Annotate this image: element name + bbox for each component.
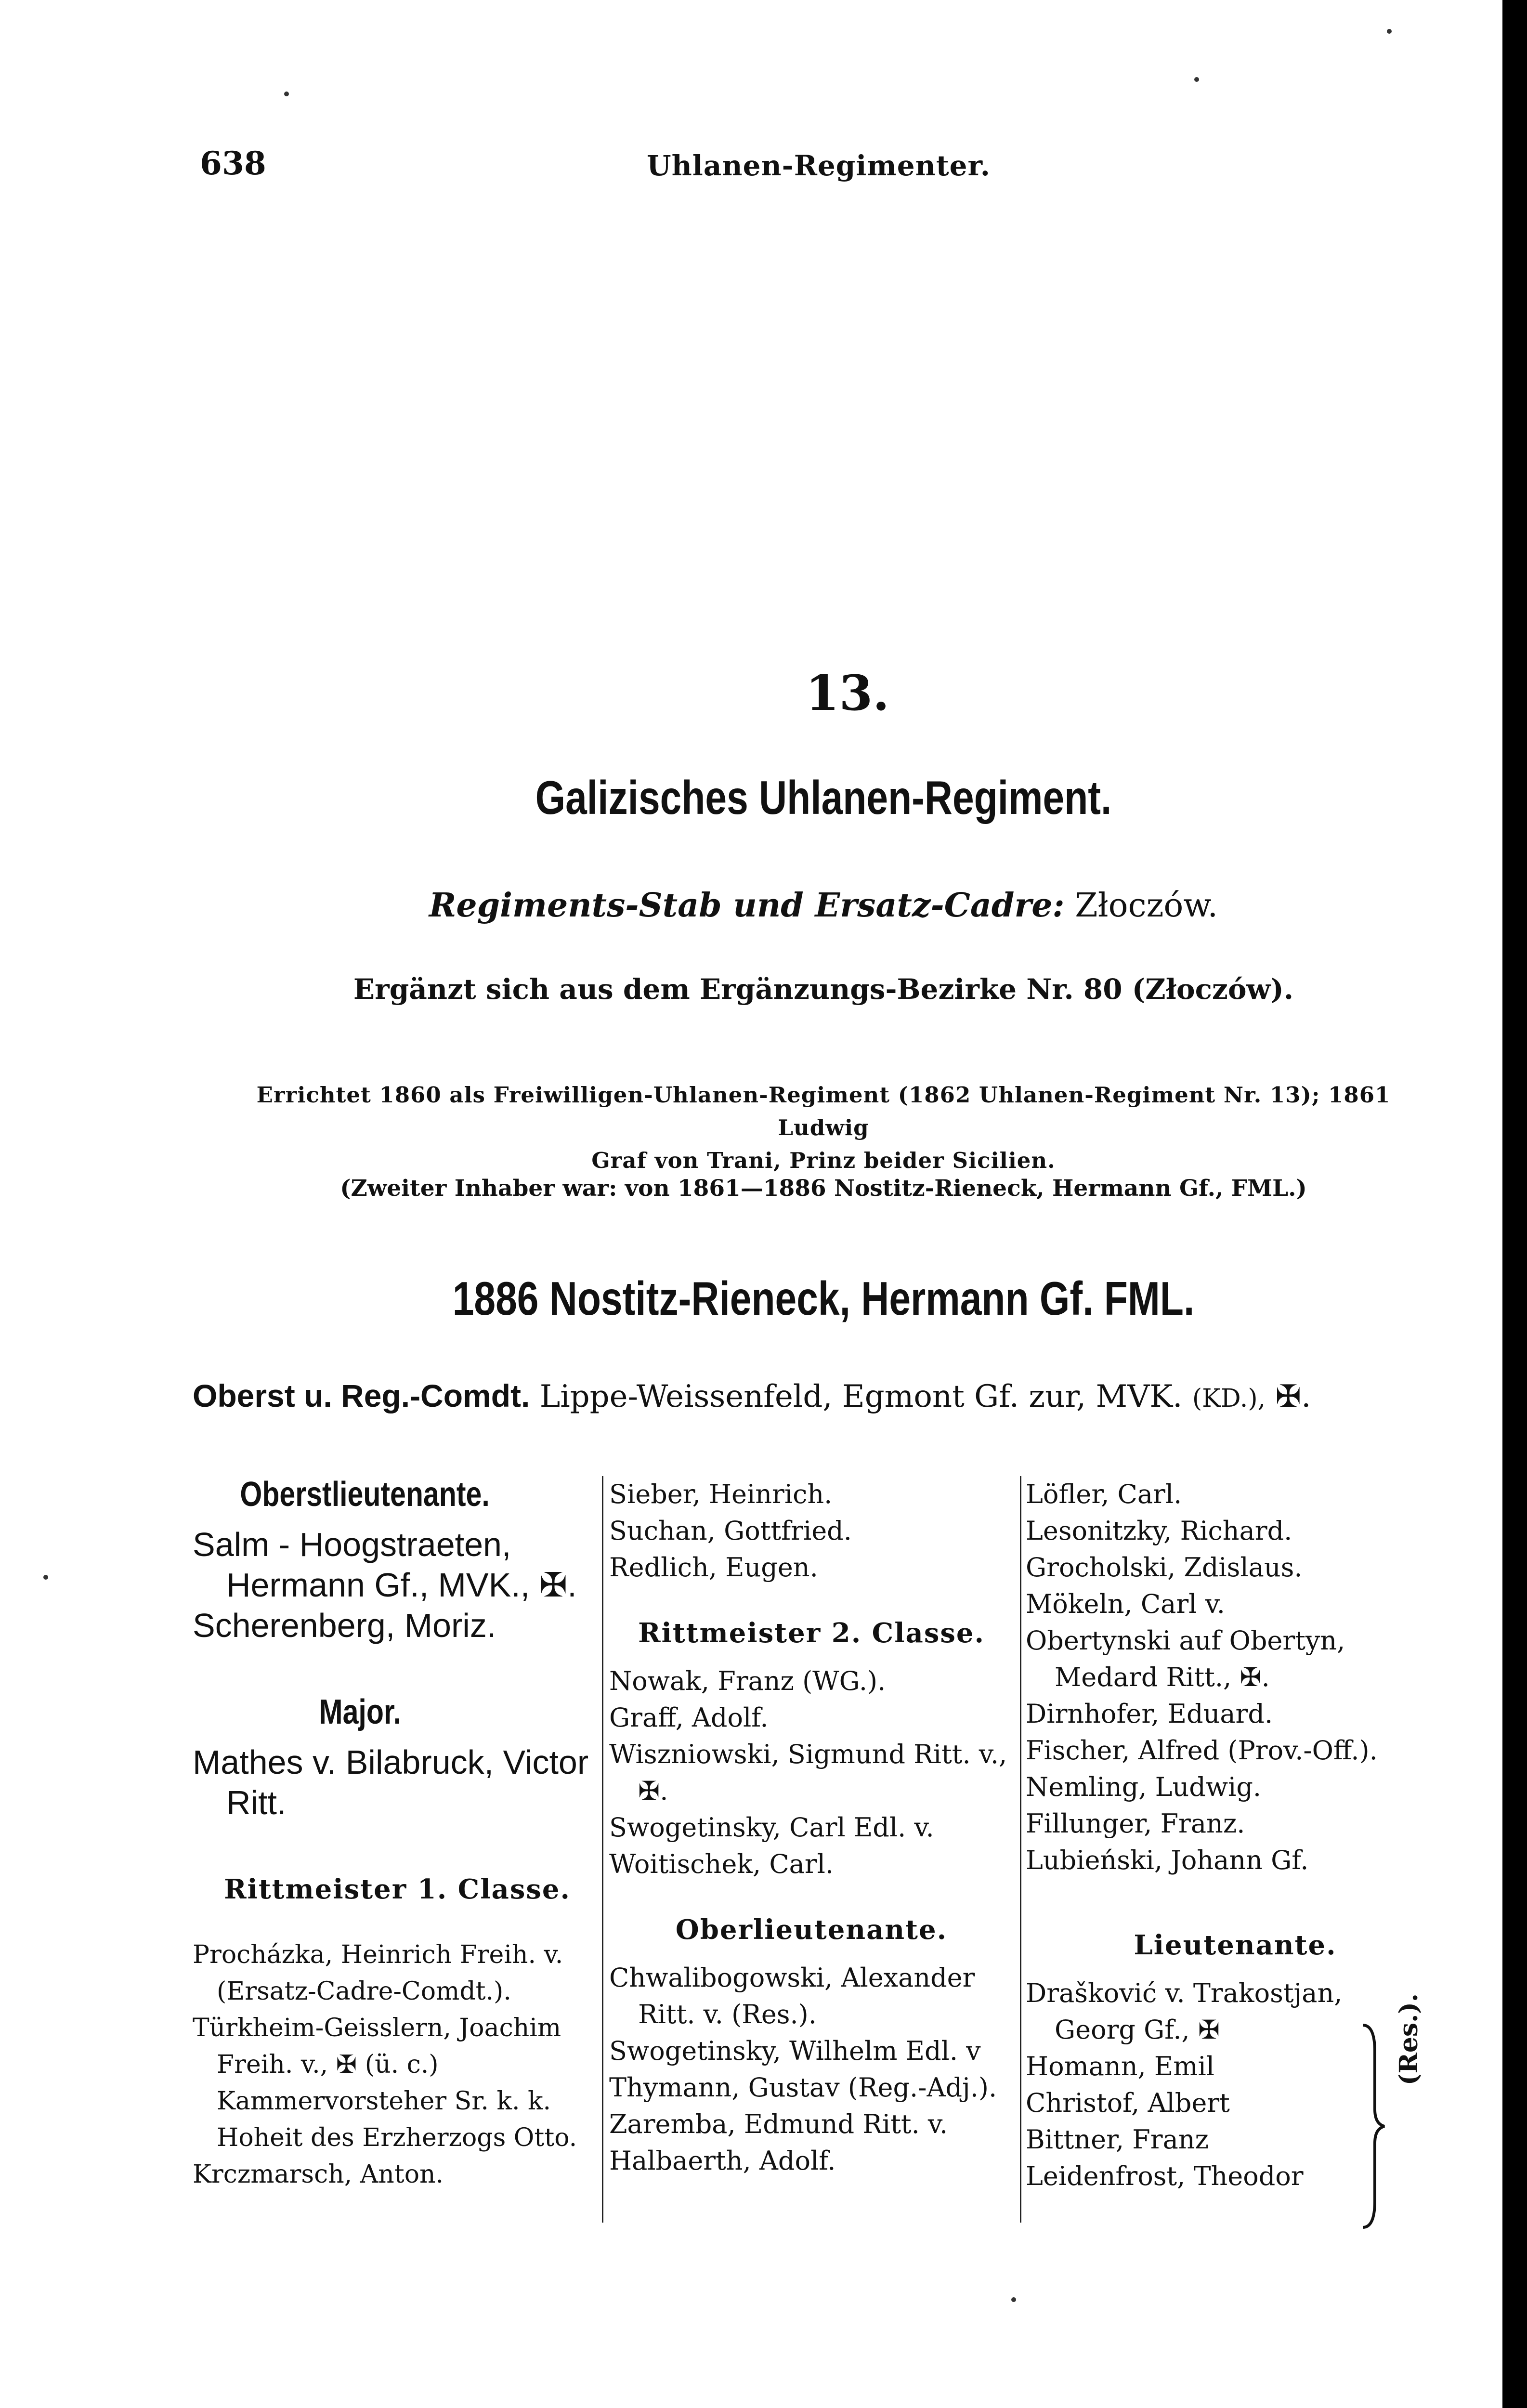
regiment-stab-line [241, 886, 1406, 925]
list-item: Chwalibogowski, Alexander Ritt. v. (Res.). [609, 1963, 975, 2029]
errichtet-line-1: Errichtet 1860 als Freiwilligen-Uhlanen-Regiment (1862 Uhlanen-Regiment Nr. 13); 1861 Ludwig [256, 1082, 1391, 1140]
list-item: Wiszniowski, Sigmund Ritt. v., ✠. [609, 1739, 1007, 1806]
page-number: 638 [200, 144, 266, 182]
oberst-rank: Oberst u. Reg.-Comdt. [193, 1378, 530, 1413]
list-item: Swogetinsky, Carl Edl. v. [609, 1812, 934, 1843]
list-item: Woitischek, Carl. [609, 1849, 834, 1879]
list-item: Scherenberg, Moriz. [193, 1607, 496, 1644]
running-head: Uhlanen-Regimenter. [647, 149, 991, 182]
regiment-title: Galizisches Uhlanen-Regiment. [535, 771, 1112, 824]
column-1 [193, 1476, 602, 2193]
list-item: Drašković v. Trakostjan, Georg Gf., ✠ [1026, 1978, 1343, 2045]
column-divider-2 [1020, 1476, 1021, 2223]
list-item: Graff, Adolf. [609, 1702, 769, 1733]
list-item: Redlich, Eugen. [609, 1552, 818, 1583]
speck [1011, 2297, 1016, 2302]
list-item: Zaremba, Edmund Ritt. v. [609, 2109, 948, 2139]
list-item: Nowak, Franz (WG.). [609, 1666, 886, 1696]
inhaber-line: 1886 Nostitz-Rieneck, Hermann Gf. FML. [452, 1272, 1195, 1325]
list-item: Fischer, Alfred (Prov.-Off.). [1026, 1735, 1378, 1766]
oberst-kd: (KD.), [1192, 1384, 1266, 1413]
speck [284, 92, 289, 96]
oberst-name: Lippe-Weissenfeld, Egmont Gf. zur, MVK. [539, 1379, 1183, 1414]
list-item: Dirnhofer, Eduard. [1026, 1699, 1273, 1729]
heading-oberlieutenante: Oberlieutenante. [675, 1914, 948, 1946]
errichtet-paragraph [207, 1079, 1440, 1177]
oberst-line [193, 1377, 1425, 1414]
list-item: Nemling, Ludwig. [1026, 1772, 1262, 1802]
heading-rittmeister-2: Rittmeister 2. Classe. [638, 1617, 985, 1649]
list-item: Fillunger, Franz. [1026, 1808, 1245, 1839]
list-item: Löfler, Carl. [1026, 1479, 1182, 1509]
stab-label: Regiments-Stab und Ersatz-Cadre: [429, 886, 1065, 925]
column-divider-1 [602, 1476, 603, 2223]
list-item: Türkheim-Geisslern, Joachim Freih. v., ✠ (ü. c.) Kammervorsteher Sr. k. k. Hoheit des Erzherzogs Otto. [193, 2014, 577, 2152]
list-item: Leidenfrost, Theodor [1026, 2161, 1304, 2191]
list-item: Mathes v. Bilabruck, Victor Ritt. [193, 1743, 589, 1821]
list-item: Homann, Emil [1026, 2051, 1215, 2081]
heading-oberstlieutenante: Oberstlieutenante. [240, 1475, 490, 1514]
reserve-label: (Res.). [1394, 1993, 1423, 2085]
list-item: Sieber, Heinrich. [609, 1479, 833, 1509]
list-item: Mökeln, Carl v. [1026, 1589, 1225, 1619]
cross-icon: ✠. [1275, 1379, 1311, 1414]
list-item: Krczmarsch, Anton. [193, 2160, 444, 2189]
list-item: Christof, Albert [1026, 2088, 1230, 2118]
speck [1194, 77, 1199, 82]
brace-icon [1358, 2023, 1387, 2230]
heading-rittmeister-1: Rittmeister 1. Classe. [224, 1873, 571, 1905]
column-2 [609, 1476, 1014, 2179]
errichtet-line-2: Graf von Trani, Prinz beider Sicilien. [591, 1148, 1056, 1173]
list-item: Swogetinsky, Wilhelm Edl. v [609, 2036, 981, 2066]
list-item: Obertynski auf Obertyn, Medard Ritt., ✠. [1026, 1625, 1345, 1692]
ergaenzung-line: Ergänzt sich aus dem Ergänzungs-Bezirke Nr. 80 (Złoczów). [353, 973, 1294, 1006]
speck [43, 1575, 48, 1580]
heading-lieutenante: Lieutenante. [1134, 1929, 1337, 1961]
list-item: Halbaerth, Adolf. [609, 2146, 836, 2176]
regiment-number: 13. [806, 665, 889, 721]
stab-place: Złoczów. [1075, 887, 1218, 925]
list-item: Suchan, Gottfried. [609, 1516, 852, 1546]
list-item: Lesonitzky, Richard. [1026, 1516, 1292, 1546]
heading-major: Major. [319, 1693, 402, 1731]
list-item: Salm - Hoogstraeten, Hermann Gf., MVK., ✠. [193, 1526, 577, 1604]
speck [1387, 29, 1392, 34]
list-item: Bittner, Franz [1026, 2124, 1209, 2155]
list-item: Grocholski, Zdislaus. [1026, 1552, 1303, 1583]
list-item: Thymann, Gustav (Reg.-Adj.). [609, 2072, 997, 2103]
list-item: Lubieński, Johann Gf. [1026, 1845, 1309, 1875]
list-item: Procházka, Heinrich Freih. v. (Ersatz-Cadre-Comdt.). [193, 1940, 563, 2006]
zweiter-inhaber-note: (Zweiter Inhaber war: von 1861—1886 Nostitz-Rieneck, Hermann Gf., FML.) [340, 1175, 1307, 1202]
